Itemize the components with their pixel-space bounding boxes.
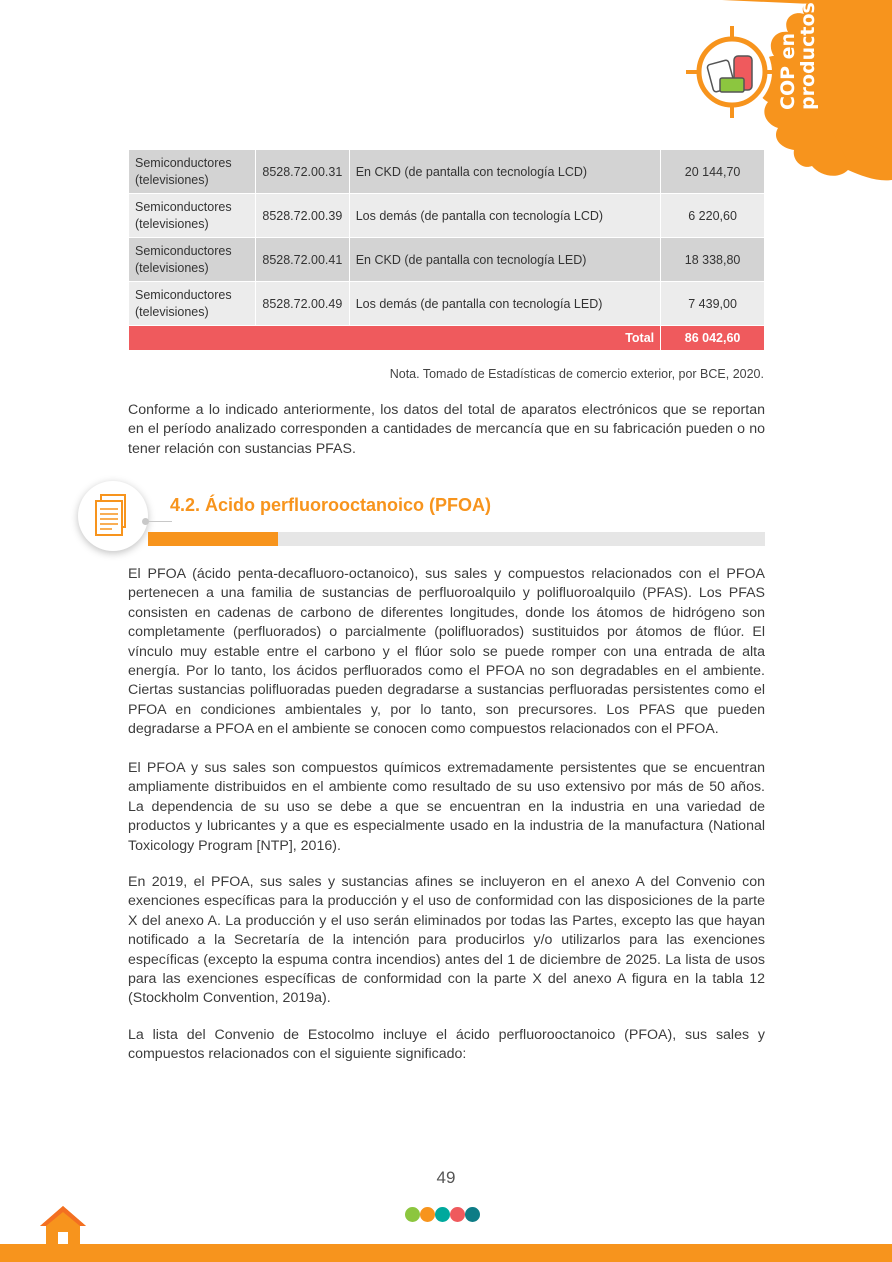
table-cell-category: Semiconductores (televisiones)	[129, 194, 256, 238]
section-underline-accent	[148, 532, 278, 546]
page-number: 49	[436, 1168, 456, 1187]
home-icon[interactable]	[38, 1204, 88, 1248]
dot-darkteal	[465, 1207, 480, 1222]
table-cell-description: Los demás (de pantalla con tecnología LCD)	[349, 194, 660, 238]
table-cell-code: 8528.72.00.41	[255, 238, 349, 282]
footer-bar	[0, 1244, 892, 1262]
table-cell-category: Semiconductores (televisiones)	[129, 150, 256, 194]
table-cell-code: 8528.72.00.49	[255, 282, 349, 326]
paragraph-pfoa-definition: El PFOA (ácido penta-decafluoro-octanoico), sus sales y compuestos relacionados con el PFOA pertenecen a una familia de sustancias de perfluoroalquilo y polifluoroalquilo (PFAS). Los PFAS consisten en cadenas de carbono de diferentes longitudes, donde los átomos de hidrógeno son completamente (perfluorados) o parcialmente (polifluorados) sustituidos por átomos de flúor. El vínculo muy estable entre el carbono y el flúor solo se puede romper con una entrada de alta energía. Por lo tanto, los ácidos perfluorados como el PFOA no son degradables en el ambiente. Ciertas sustancias polifluoradas pueden degradarse a sustancias perfluoradas persistentes como el PFOA en condiciones ambientales y, por lo tanto, son precursores. Los PFAS que pueden degradarse a PFOA en el ambiente se conocen como compuestos relacionados con el PFOA.	[128, 566, 765, 738]
table-row	[129, 238, 765, 282]
table-row	[129, 194, 765, 238]
color-dots	[405, 1207, 480, 1223]
section-title: 4.2. Ácido perfluorooctanoico (PFOA)	[170, 495, 492, 515]
import-data-table	[128, 149, 765, 351]
table-row	[129, 282, 765, 326]
total-label: Total	[129, 326, 661, 351]
dot-orange	[420, 1207, 435, 1222]
heading-connector-line	[148, 521, 172, 522]
table-cell-value: 18 338,80	[661, 238, 765, 282]
table-cell-value: 20 144,70	[661, 150, 765, 194]
table-cell-value: 7 439,00	[661, 282, 765, 326]
table-cell-description: En CKD (de pantalla con tecnología LCD)	[349, 150, 660, 194]
badge-line-2: productos	[797, 2, 819, 110]
dot-teal	[435, 1207, 450, 1222]
paragraph-convention-2019: En 2019, el PFOA, sus sales y sustancias afines se incluyeron en el anexo A del Convenio con exenciones específicas para la producción y el uso de conformidad con las disposiciones de la parte X del anexo A. La producción y el uso serán eliminados por todas las Partes, excepto las que hayan notificado a la Secretaría de la intención para producirlos y/o utilizarlos para las exenciones específicas (excepto la espuma contra incendios) antes del 1 de diciembre de 2025. La lista de usos para las exenciones específicas de conformidad con la parte X del anexo A figura en la tabla 12 (Stockholm Convention, 2019a).	[128, 874, 765, 1007]
table-cell-category: Semiconductores (televisiones)	[129, 282, 256, 326]
table-cell-category: Semiconductores (televisiones)	[129, 238, 256, 282]
intro-paragraph: Conforme a lo indicado anteriormente, los datos del total de aparatos electrónicos que se reportan en el período analizado corresponden a cantidades de mercancía que en su fabricación pueden o no tener relación con sustancias PFAS.	[128, 402, 765, 457]
table-cell-description: Los demás (de pantalla con tecnología LED)	[349, 282, 660, 326]
dot-red	[450, 1207, 465, 1222]
table-total-row	[129, 326, 765, 351]
total-value: 86 042,60	[661, 326, 765, 351]
paragraph-stockholm-list: La lista del Convenio de Estocolmo incluye el ácido perfluorooctanoico (PFOA), sus sales y compuestos relacionados con el siguiente significado:	[128, 1027, 765, 1063]
paragraph-pfoa-persistence: El PFOA y sus sales son compuestos químicos extremadamente persistentes que se encuentran ampliamente distribuidos en el ambiente como resultado de su uso extensivo por más de 50 años. La dependencia de su uso se debe a que se encuentran en la industria en una variedad de productos y lubricantes y a que es especialmente usado en la industria de la manufactura (National Toxicology Program [NTP], 2016).	[128, 760, 765, 854]
product-target-icon	[686, 26, 778, 118]
table-cell-code: 8528.72.00.39	[255, 194, 349, 238]
document-icon	[78, 481, 148, 551]
table-cell-value: 6 220,60	[661, 194, 765, 238]
table-source-note: Nota. Tomado de Estadísticas de comercio exterior, por BCE, 2020.	[389, 367, 764, 381]
section-badge-label	[777, 2, 878, 110]
table-cell-description: En CKD (de pantalla con tecnología LED)	[349, 238, 660, 282]
dot-green	[405, 1207, 420, 1222]
table-row	[129, 150, 765, 194]
badge-line-1: COP en	[777, 32, 799, 110]
table-cell-code: 8528.72.00.31	[255, 150, 349, 194]
